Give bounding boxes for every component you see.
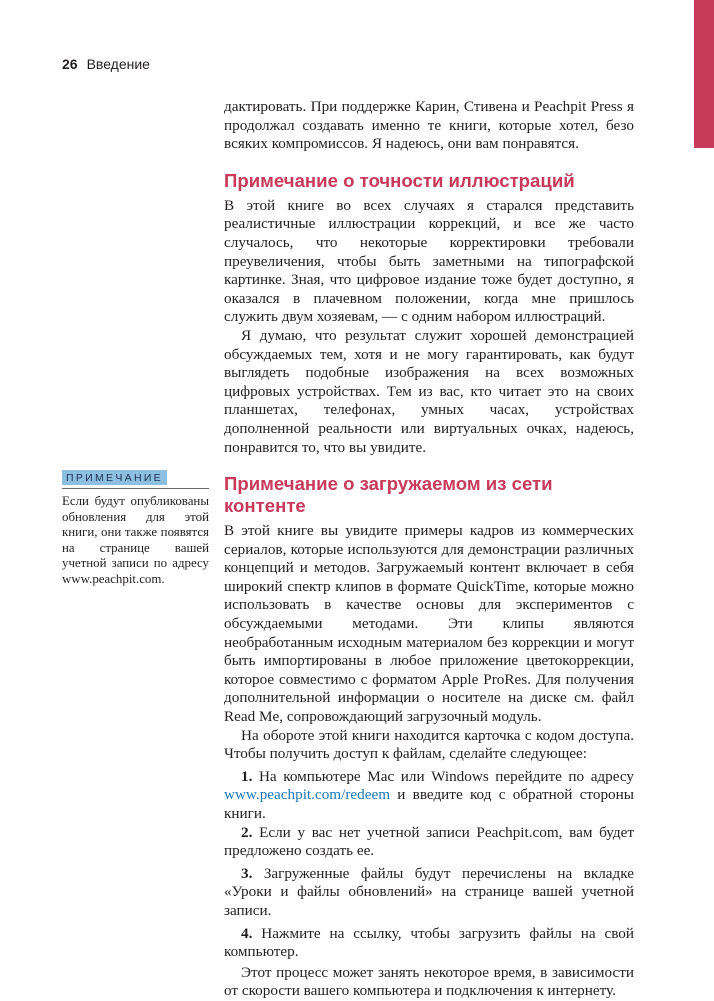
paragraph: В этой книге вы увидите примеры кадров из коммерческих сериалов, которые используются для демонстрации различных концепций и методов. Загружаемый контент включает в себя широкий спектр клипов в формате QuickTime, которые можно использовать в качестве основы для экспериментов с обсуждаемыми методами. Эти клипы являются необработанным исходным материалом без коррекции и могут быть импортированы в любое приложение цветокоррекции, которое совместимо с форматом Apple ProRes. Для получения дополнительной информации о носителе на диске см. файл Read Me, сопровождающий загрузочный модуль. [224,522,634,726]
step-number: 4. [241,924,253,942]
chapter-tab-marker [694,0,714,148]
list-item [224,824,634,861]
section-heading-download: Примечание о загружаемом из сети контенте [224,473,553,517]
main-text-column [224,98,634,1001]
step-number: 3. [241,864,253,882]
step-number: 1. [241,767,253,785]
step-text: Загруженные файлы будут перечислены на вкладке «Уроки и файлы обновлений» на странице вашей учетной записи. [224,864,635,919]
list-item [224,865,634,921]
redeem-link[interactable]: www.peachpit.com/redeem [224,786,391,804]
list-item [224,925,634,962]
paragraph: В этой книге во всех случаях я старался представить реалистичные иллюстрации коррекций, и все же часто случалось, что некоторые корректировки требовали преувеличения, чтобы быть заметными на типографской картинке. Зная, что цифровое издание тоже будет доступно, я оказался в плачевном положении, когда мне пришлось служить двум хозяевам, — с одним набором иллюстраций. [224,196,634,326]
step-text: Нажмите на ссылку, чтобы загрузить файлы на свой компьютер. [224,924,634,961]
step-text: Если у вас нет учетной записи Peachpit.com, вам будет предложено создать ее. [224,823,635,860]
section-title: Введение [86,56,150,72]
step-text: и введите код с обратной стороны книги. [224,786,634,822]
step-text: На компьютере Mac или Windows перейдите по адресу [258,767,635,785]
section-heading-illustrations: Примечание о точности иллюстраций [224,169,575,191]
sidebar-note [62,468,209,588]
running-head [62,56,150,72]
note-divider [62,488,209,489]
paragraph: На обороте этой книги находится карточка с кодом доступа. Чтобы получить доступ к файлам, сделайте следующее: [224,726,634,763]
step-number: 2. [241,823,253,841]
closing-paragraph: Этот процесс может занять некоторое время, в зависимости от скорости вашего компьютера и подключения к интернету. [224,963,634,1000]
list-item [224,768,634,824]
page-number: 26 [62,56,78,72]
intro-paragraph: дактировать. При поддержке Карин, Стивена и Peachpit Press я продолжал создавать именно те книги, которые хотел, безо всяких компромиссов. Я надеюсь, они вам понравятся. [224,98,634,153]
paragraph: Я думаю, что результат служит хорошей демонстрацией обсуждаемых тем, хотя и не могу гарантировать, как будут выглядеть подобные изображения на всех возможных цифровых устройствах. Тем из вас, кто читает это на своих планшетах, телефонах, умных часах, устройствах дополненной реальности или виртуальных очках, надеюсь, понравится то, что вы увидите. [224,326,634,456]
note-label: ПРИМЕЧАНИЕ [62,470,167,485]
note-text: Если будут опубликованы обновления для этой книги, они также появятся на странице вашей учетной записи по адресу www.peachpit.com. [62,494,209,586]
